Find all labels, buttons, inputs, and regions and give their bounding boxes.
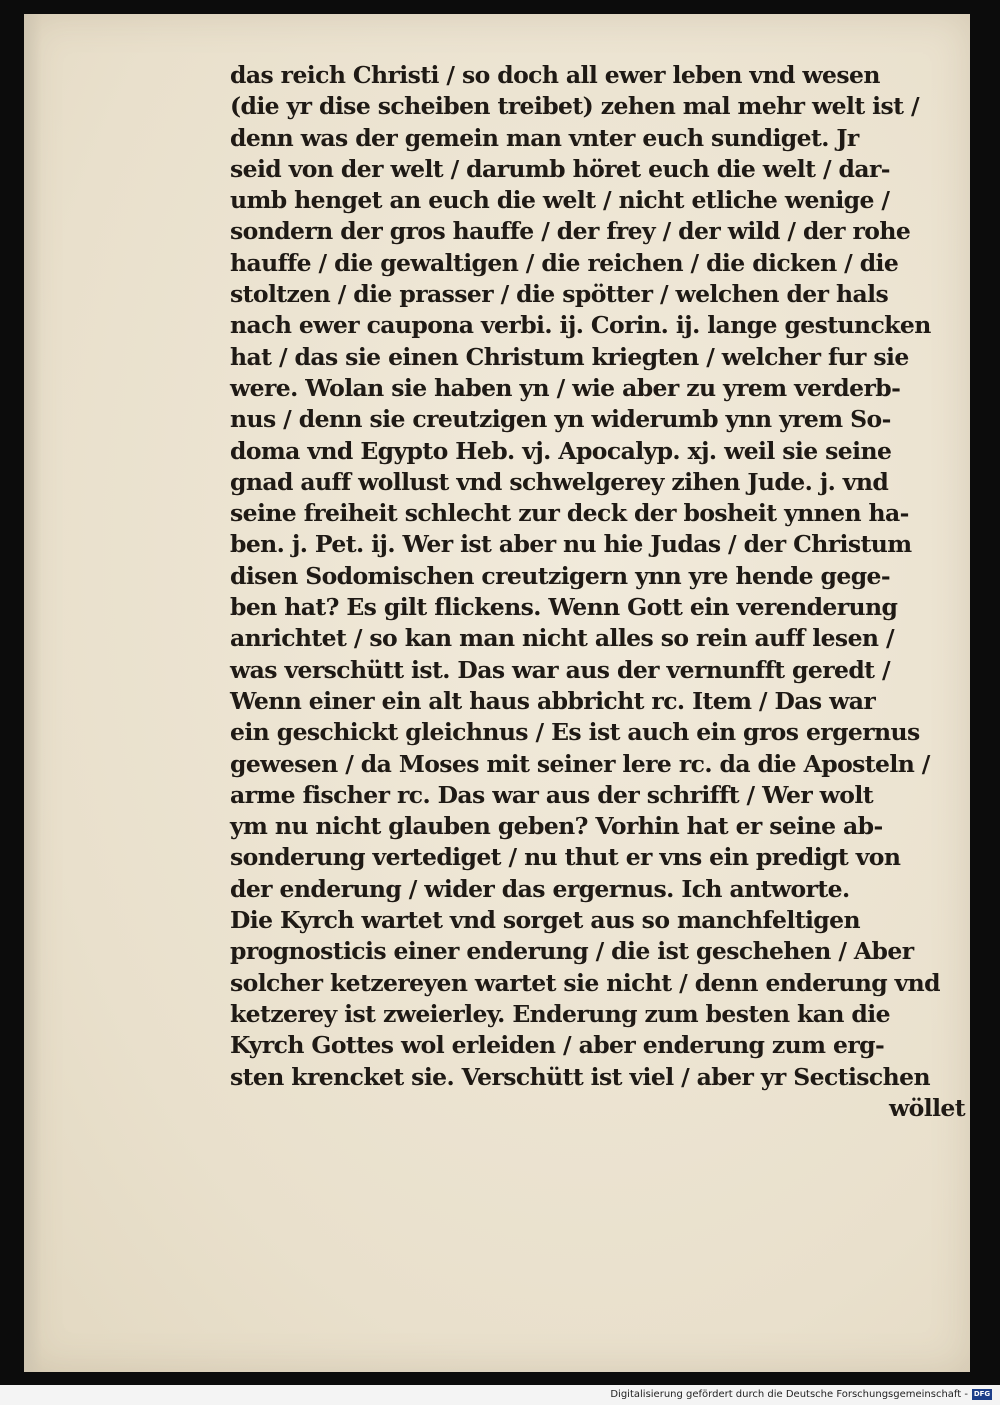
- text-line: Wenn einer ein alt haus abbricht rc. Item / Das war: [230, 686, 876, 715]
- text-line: denn was der gemein man vnter euch sundiget. Jr: [230, 123, 859, 152]
- text-line: ein geschickt gleichnus / Es ist auch ein gros ergernus: [230, 718, 920, 747]
- text-line: stoltzen / die prasser / die spötter / welchen der hals: [230, 280, 889, 309]
- text-line: Die Kyrch wartet vnd sorget aus so manchfeltigen: [230, 906, 860, 935]
- text-line: hat / das sie einen Christum kriegten / welcher fur sie: [230, 342, 909, 371]
- text-line: (die yr dise scheiben treibet) zehen mal mehr welt ist /: [230, 92, 919, 121]
- text-line: seid von der welt / darumb höret euch die welt / dar-: [230, 154, 890, 183]
- text-line: doma vnd Egypto Heb. vj. Apocalyp. xj. weil sie seine: [230, 436, 892, 465]
- text-line: ben hat? Es gilt flickens. Wenn Gott ein verenderung: [230, 593, 898, 622]
- book-page: [24, 14, 970, 1372]
- page-gutter: [24, 14, 42, 1372]
- text-line: gnad auff wollust vnd schwelgerey zihen Jude. j. vnd: [230, 467, 889, 496]
- text-line: sonderung vertediget / nu thut er vns ein predigt von: [230, 843, 901, 872]
- text-block: [230, 60, 965, 1124]
- text-line: das reich Christi / so doch all ewer leben vnd wesen: [230, 61, 880, 89]
- text-line: arme fischer rc. Das war aus der schrifft / Wer wolt: [230, 780, 873, 809]
- catchword: wöllet: [889, 1093, 965, 1122]
- text-line: was verschütt ist. Das war aus der vernunfft geredt /: [230, 655, 891, 684]
- text-line: nus / denn sie creutzigen yn widerumb ynn yrem So-: [230, 405, 891, 434]
- text-line: anrichtet / so kan man nicht alles so rein auff lesen /: [230, 624, 894, 653]
- text-line: der enderung / wider das ergernus. Ich antworte.: [230, 874, 850, 903]
- footer-credit: Digitalisierung gefördert durch die Deutsche Forschungsgemeinschaft -: [610, 1389, 968, 1400]
- text-line: disen Sodomischen creutzigern ynn yre hende gege-: [230, 561, 891, 590]
- text-line: gewesen / da Moses mit seiner lere rc. da die Aposteln /: [230, 749, 930, 778]
- footer-bar: [0, 1385, 1000, 1405]
- text-line: umb henget an euch die welt / nicht etliche wenige /: [230, 186, 890, 215]
- text-line: nach ewer caupona verbi. ij. Corin. ij. lange gestuncken: [230, 311, 931, 340]
- text-line: prognosticis einer enderung / die ist geschehen / Aber: [230, 937, 914, 966]
- text-line: Kyrch Gottes wol erleiden / aber enderung zum erg-: [230, 1031, 885, 1060]
- text-line: seine freiheit schlecht zur deck der bosheit ynnen ha-: [230, 499, 909, 528]
- text-line: sondern der gros hauffe / der frey / der wild / der rohe: [230, 217, 911, 246]
- text-line: solcher ketzereyen wartet sie nicht / denn enderung vnd: [230, 968, 941, 997]
- text-line: hauffe / die gewaltigen / die reichen / die dicken / die: [230, 248, 899, 277]
- text-line: ketzerey ist zweierley. Enderung zum besten kan die: [230, 999, 890, 1028]
- text-line: ben. j. Pet. ij. Wer ist aber nu hie Judas / der Christum: [230, 530, 912, 559]
- text-line: ym nu nicht glauben geben? Vorhin hat er seine ab-: [230, 812, 883, 841]
- dfg-logo: DFG: [973, 1390, 991, 1398]
- text-line: sten krencket sie. Verschütt ist viel / aber yr Sectischen: [230, 1062, 930, 1091]
- text-line: were. Wolan sie haben yn / wie aber zu yrem verderb-: [230, 373, 901, 402]
